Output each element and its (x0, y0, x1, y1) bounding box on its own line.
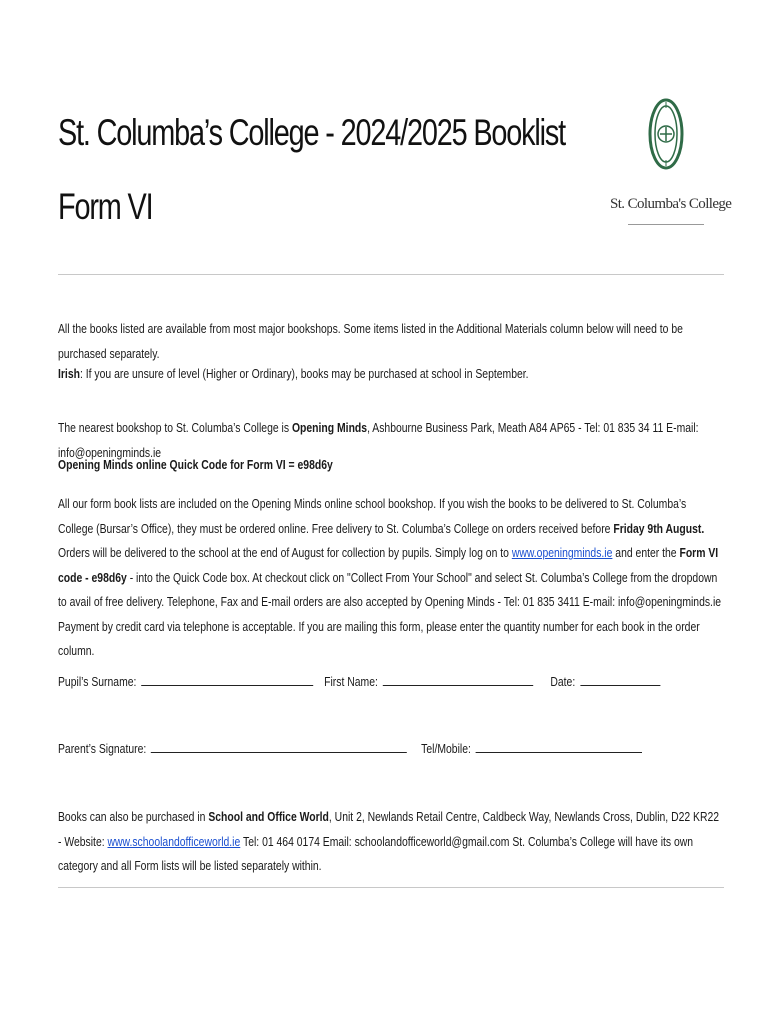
bookshop-name: Opening Minds (291, 420, 368, 435)
logo-wordmark: St. Columba's College (610, 196, 732, 212)
date-field[interactable] (580, 675, 660, 686)
openingminds-link[interactable]: www.openingminds.ie (511, 545, 613, 560)
irish-label: Irish (58, 366, 80, 381)
online-ordering-paragraph: All our form book lists are included on the Opening Minds online school bookshop. If you wish the books to be delivered to St. Columba’s College (Bursar’s Office), they must be ordered online. Free delivery to St. Columba’s College on orders received before Friday 9th August. Orders will be delivered to the school at the end of August for collection by pupils. Simply log on to www.openingminds.ie and enter the Form VI code - e98d6y - into the Quick Code box. At checkout click on "Collect From Your School" and select St. Columba’s College from the dropdown to avail of free delivery. Telephone, Fax and E-mail orders are also accepted by Opening Minds - Tel: 01 835 3411 E-mail: info@openingminds.ie Payment by credit card via telephone is acceptable. If you are mailing this form, please enter the quantity number for each book in the order column. (58, 496, 722, 658)
logo-underline (628, 224, 704, 225)
first-name-label: First Name: (324, 674, 378, 689)
page-subtitle: Form VI (58, 186, 153, 227)
order-deadline: Friday 9th August. (613, 520, 705, 536)
bottom-divider (58, 887, 724, 888)
tel-label: Tel/Mobile: (421, 741, 471, 756)
bookshop-paragraph: The nearest bookshop to St. Columba’s College is Opening Minds, Ashbourne Business Park, Meath A84 AP65 - Tel: 01 835 34 11 E-mail: info@openingminds.ie (58, 420, 699, 460)
irish-note: Irish: If you are unsure of level (Higher or Ordinary), books may be purchased at school in September. (58, 366, 529, 381)
alternative-shop-name: School and Office World (208, 809, 329, 824)
pupil-details-row (58, 674, 722, 689)
date-label: Date: (550, 674, 576, 689)
schoolandofficeworld-link[interactable]: www.schoolandofficeworld.ie (107, 833, 241, 849)
form-code: Form VI code - e98d6y (58, 545, 719, 585)
surname-label: Pupil’s Surname: (58, 674, 137, 689)
parent-details-row (58, 741, 722, 756)
first-name-field[interactable] (383, 675, 533, 686)
signature-label: Parent’s Signature: (58, 741, 147, 756)
top-divider (58, 274, 724, 275)
surname-field[interactable] (141, 675, 313, 686)
quick-code-line: Opening Minds online Quick Code for Form VI = e98d6y (58, 457, 333, 472)
page-title: St. Columba’s College - 2024/2025 Booklist (58, 112, 566, 153)
intro-paragraph: All the books listed are available from most major bookshops. Some items listed in the Additional Materials column below will need to be purchased separately. (58, 321, 683, 361)
alternative-shop-paragraph: Books can also be purchased in School and Office World, Unit 2, Newlands Retail Centre, Caldbeck Way, Newlands Cross, Dublin, D22 KR22 - Website: www.schoolandofficeworld.ie Tel: 01 464 0174 Email: schoolandofficeworld@gmail.com St. Columba’s College will have its own category and all Form lists will be listed separately within. (58, 809, 720, 873)
college-crest-icon (610, 96, 722, 196)
signature-field[interactable] (151, 742, 407, 753)
college-logo (610, 96, 732, 232)
tel-field[interactable] (476, 742, 642, 753)
